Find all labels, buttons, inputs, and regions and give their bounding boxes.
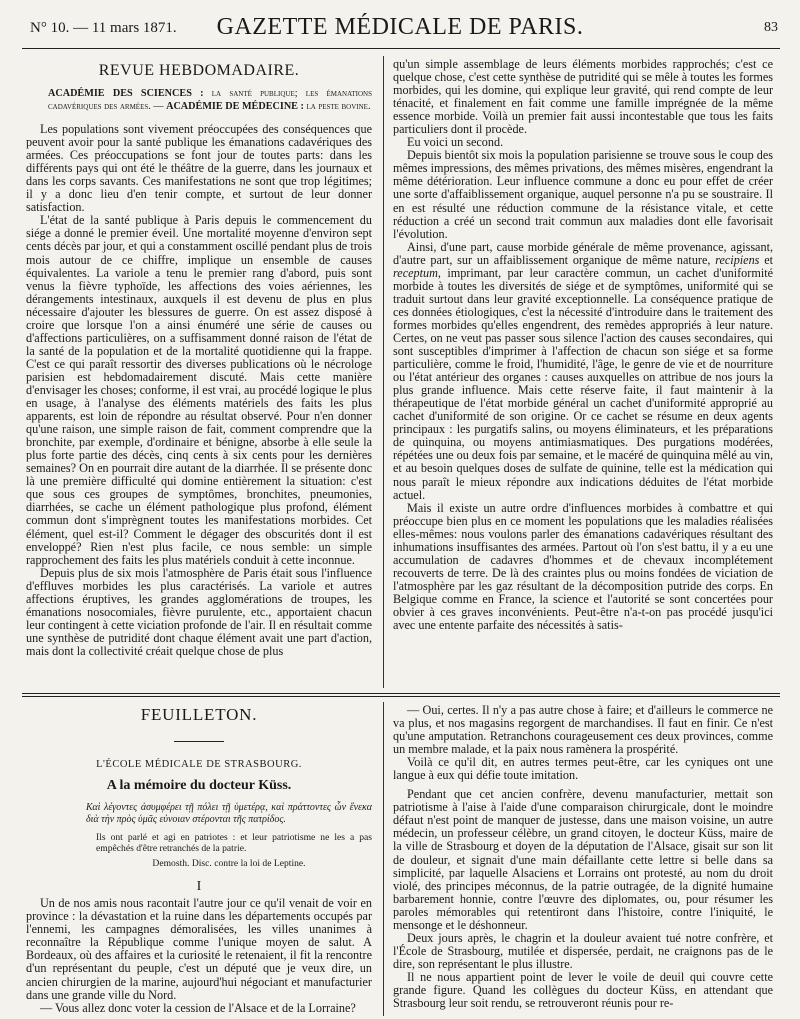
revue-paragraph: Depuis plus de six mois l'atmosphère de Paris était sous l'influence d'effluves morbides les plus caractérisés. La variole et autres affections éruptives, les grandes agglomérations de troupes, les émanations nosocomiales, fièvre purulente, etc., apportaient chacun leur contingent à cette viciation profonde de l'air. Il en résultait comme une synthèse de putridité dont chaque élément avait une part d'action, mais dont la collectivité créait quelque chose de plus	[26, 565, 372, 658]
dedication-title: A la mémoire du docteur Küss.	[106, 778, 292, 794]
revue-paragraph: Les populations sont vivement préoccupées des conséquences que peuvent avoir pour la santé publique les émanations cadavériques des armées. Ces préoccupations se font jour de toutes parts: dans les différents pays qui ont été le théâtre de la guerre, dans les journaux et dans les corps savants. Ces manifestations ne sont que trop légitimes; il y a donc lieu d'en tenir compte, et surtout de leur donner satisfaction.	[26, 122, 372, 215]
chapter-numeral: I	[196, 879, 202, 895]
revue-paragraph: Depuis bientôt six mois la population parisienne se trouve sous le coup des mêmes impressions, des mêmes privations, des mêmes misères, engendrant la même détérioration. Leur influence commune a donc eu pour effet de créer une sorte d'affaiblissement organique, auquel personne n'a pu se soustraire. Il en est résulté une réduction commune de la résistance vitale, et cette réduction a créé un second trait commun aux maladies dont elle favorisait l'évolution.	[393, 148, 773, 241]
column-divider-bottom	[383, 702, 384, 1016]
page-header	[0, 0, 800, 50]
section-rule	[22, 693, 780, 694]
revue-paragraph: qu'un simple assemblage de leurs éléments morbides rapprochés; c'est ce quelque chose, c'est cette synthèse de putridité qui se mêle à toutes les formes morbides, qui les domine, qui explique leur gravité, qui rend compte de leur ténacité, et finalement en fait comme une famille imprégnée de la même essence morbide. Voilà un premier fait aussi incontestable que tous les faits particuliers dont il procède.	[393, 58, 773, 137]
feuilleton-paragraph: Pendant que cet ancien confrère, devenu manufacturier, mettait son patriotisme à l'aise à l'aide d'une comparaison chirurgicale, dont le moindre défaut n'est point de manquer de justesse, dans une maison voisine, un autre médecin, un professeur célèbre, un grand citoyen, le docteur Küss, maire de la ville de Strasbourg et doyen de la députation de l'Alsace, gisait sur son lit de douleur, et signait d'une main défaillante cette lettre si belle dans sa simplicité, par laquelle Alsaciens et Lorrains ont protesté, au nom du droit violé, des principes méconnus, de la patrie outragée, de la dignité humaine barbarement honnie, contre l'œuvre des diplomates, ou, pour résumer les paroles mémorables qui retentiront dans l'histoire, contre l'iniquité, le mensonge et le déshonneur.	[393, 787, 773, 932]
epigraph-translation: Ils ont parlé et agi en patriotes : et leur patriotisme ne les a pas empêchés d'être retranchés de la patrie.	[96, 832, 372, 855]
feuilleton-paragraph: Deux jours après, le chagrin et la douleur avaient tué notre confrère, et l'École de Strasbourg, mutilée et dispersée, perdait, ne craignons pas de le dire, son représentant le plus illustre.	[393, 930, 773, 971]
revue-paragraph: Eu voici un second.	[407, 135, 504, 150]
revue-paragraph: Mais il existe un autre ordre d'influences morbides à combattre et qui préoccupe bien plus en ce moment les populations que les maladies réalisées elles-mêmes: nous voulons parler des émanations cadavériques résultant des inhumations insuffisantes des armées. Partout où l'on s'est battu, il y a eu une accumulation de cadavres d'hommes et de chevaux incomplétement recouverts de terre. De là des craintes plus ou moins fondées de viciation de l'atmosphère par les gaz résultant de la décomposition putride des corps. En Belgique comme en France, la science et l'autorité se sont concertées pour obvier à ces graves inconvénients. Peut-être n'a-t-on pas procédé jusqu'ici avec une entente parfaite des nécessités à satis-	[393, 500, 773, 633]
revue-heading: REVUE HEBDOMADAIRE.	[98, 62, 300, 79]
journal-title: GAZETTE MÉDICALE DE PARIS.	[216, 14, 584, 40]
revue-column-left	[26, 56, 372, 688]
feuilleton-column-left	[26, 702, 372, 1016]
revue-subheading: ACADÉMIE DES SCIENCES : la santé publique; les émanations cadavériques des armées. — ACADÉMIE DE MÉDECINE : la peste bovine.	[48, 88, 372, 112]
issue-date: N° 10. — 11 mars 1871.	[30, 20, 177, 36]
feuilleton-paragraph: — Oui, certes. Il n'y a pas autre chose à faire; et d'ailleurs le commerce ne va plus, et nos magasins regorgent de marchandises. Il faut en finir. Ce n'est qu'une amputation. Retranchons courageusement ces deux provinces, comme un membre malade, et la paix nous ramènera la prospérité.	[393, 704, 773, 757]
feuilleton-paragraph: Il ne nous appartient point de lever le voile de deuil qui couvre cette grande figure. Quand les collègues du docteur Küss, en attendant que Strasbourg leur soit rendu, se retrouveront réunis pour re-	[393, 969, 773, 1011]
revue-column-right	[393, 58, 773, 688]
feuilleton-title: FEUILLETON.	[140, 705, 258, 724]
epigraph-source: Demosth. Disc. contre la loi de Leptine.	[152, 858, 306, 870]
feuilleton-paragraph: — Vous allez donc voter la cession de l'Alsace et de la Lorraine?	[40, 1000, 356, 1015]
feuilleton-column-right	[393, 704, 773, 1016]
feuilleton-paragraph: Voilà ce qu'il dit, en autres termes peut-être, car les cyniques ont une langue à eux qui défie toute imitation.	[393, 755, 773, 783]
feuilleton-rule	[174, 741, 224, 742]
column-divider	[383, 56, 384, 688]
revue-paragraph: Ainsi, d'une part, cause morbide générale de même provenance, agissant, d'autre part, sur un affaiblissement organique de même nature, recipiens et receptum, imprimant, par leur caractère commun, un cachet d'uniformité morbide à toutes les diversités de siége et de symptômes, uniformité qui se traduit surtout dans leur gravité exceptionnelle. La conséquence pratique de ces données étiologiques, c'est la nécessité d'introduire dans le traitement des formes morbides qu'elles engendrent, des remèdes appropriés à leur nature. Certes, on ne veut pas passer sous silence l'action des causes secondaires, qui sont susceptibles d'imprimer à l'affection de chacun son siége et sa forme particulière, comme le froid, l'humidité, l'âge, le genre de vie et de nourriture ou l'état antérieur des organes : causes auxquelles on attribue de nos jours la plus grande influence. Mais cette réserve faite, il faut maintenir à la thérapeutique de l'état morbide général un cachet d'uniformité approprié au cachet d'uniformité de son origine. Or ce cachet se résume en deux agents principaux : les purgatifs salins, ou moyens éliminateurs, et les préparations de quinquina, ou moyens antimiasmatiques. Des purgations modérées, répétées une ou deux fois par semaine, et le macéré de quinquina mêlé au vin, et au besoin quelques doses de sulfate de quinine, telle est la médication qui nous paraît le mieux répondre aux indications déduites de l'état morbide actuel.	[393, 239, 773, 502]
section-subtitle: L'ÉCOLE MÉDICALE DE STRASBOURG.	[96, 759, 302, 771]
section-rule-2	[22, 696, 780, 697]
feuilleton-paragraph: Un de nos amis nous racontait l'autre jour ce qu'il venait de voir en province : la dévastation et la ruine dans les départements occupés par l'ennemi, les campagnes démoralisées, les villes unanimes à reconnaître la République comme l'unique moyen de salut. A Bordeaux, où des affaires et la curiosité le retenaient, il fit la rencontre d'un représentant du peuple, c'est un député que je veux dire, un ancien chirurgien de la marine, aujourd'hui négociant et manufacturier dans une grande ville du Nord.	[26, 896, 372, 1002]
page-number: 83	[764, 20, 778, 35]
header-rule	[22, 48, 780, 49]
revue-paragraph: L'état de la santé publique à Paris depuis le commencement du siége a donné le premier éveil. Une mortalité moyenne d'environ sept cents décès par jour, et qui a constamment oscillé pendant plus de trois mois autour de ce chiffre, implique un ensemble de causes équivalentes. La variole a tenu le premier rang d'abord, puis sont venus la fièvre typhoïde, les affections des voies aériennes, les dérangements intestinaux, auxquels il est devenu de plus en plus nécessaire d'ajouter les blessures de guerre. On est assez disposé à croire que lorsque l'on a ainsi énuméré une série de causes ou d'affections particulières, on a suffisamment donné raison de l'état de la santé de la population et de la mortalité quotidienne qui la frappe. C'est ce qui paraît ressortir des diverses publications où le nécrologe parisien est hebdomadairement discuté. Mais cette manière d'envisager les choses; conforme, il est vrai, au procédé logique le plus en usage, à l'analyse des éléments matériels des faits les plus apparents, est loin de répondre au résultat observé. Pour n'en donner qu'une raison, une simple raison de fait, comment comprendre que la bronchite, par exemple, d'ordinaire et bénigne, absorbe à elle seule la plus forte partie des décès, cinq cents à six cents pour les dernières semaines? On en pourrait dire autant de la diarrhée. Il se présente donc là une première difficulté qui domine entièrement la situation: c'est que sous ces groupes de symptômes, bronchites, pneumonies, diarrhées, se cache un élément pathologique plus profond, élément commun dont s'imprègnent toutes les manifestations morbides. Cet élément, quel est-il? Comment le dégager des obscurités dont il est enveloppé? Rien n'est plus facile, ce nous semble: un simple rapprochement des faits les plus matériels conduit à cette inconnue.	[26, 213, 372, 567]
greek-epigraph: Καὶ λέγοντες ἀσυμφέρει τῇ πόλει τῇ ὑμετέρᾳ, καὶ πράττοντες ὧν ἕνεκα διὰ τὴν πρὸς ὑμᾶς εὐνοιαν στέρονται τῆς πατρίδος.	[86, 802, 372, 826]
